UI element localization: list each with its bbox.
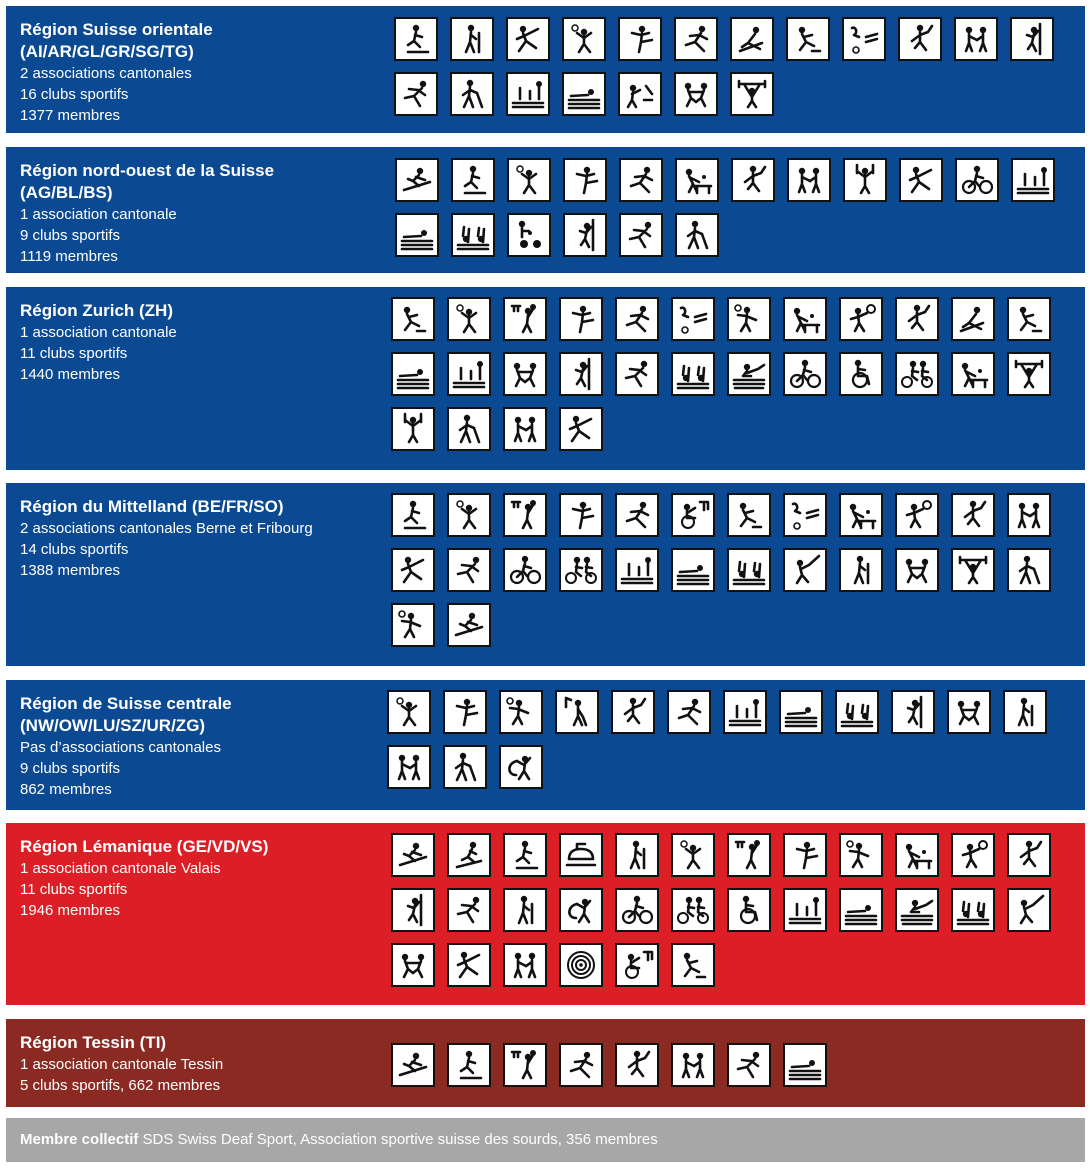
climbing-icon	[1010, 17, 1054, 61]
region-title: Région du Mittelland (BE/FR/SO)	[20, 497, 284, 516]
water-polo-icon	[615, 548, 659, 592]
handball-icon	[391, 603, 435, 647]
volleyball-icon	[507, 158, 551, 202]
bowling-icon	[1007, 297, 1051, 341]
sport-icon-grid	[391, 493, 1081, 647]
karate-icon	[559, 493, 603, 537]
rowing-icon	[727, 352, 771, 396]
climbing-icon	[563, 213, 607, 257]
chess-icon	[783, 493, 827, 537]
region-stat-line: 5 clubs sportifs, 662 membres	[20, 1077, 221, 1094]
chess-icon	[671, 297, 715, 341]
region-panel	[6, 147, 1085, 273]
weightlifting-icon	[730, 72, 774, 116]
swimming-icon	[779, 690, 823, 734]
dancing-icon	[954, 17, 998, 61]
water-polo-icon	[447, 352, 491, 396]
tandem-cycling-icon	[671, 888, 715, 932]
bowling-icon	[391, 297, 435, 341]
basketball-icon	[727, 833, 771, 877]
nordic-walking-icon	[450, 72, 494, 116]
water-polo-icon	[1011, 158, 1055, 202]
curling-icon	[559, 833, 603, 877]
region-title: Région Lémanique (GE/VD/VS)	[20, 837, 269, 856]
region-stat-line: 1 association cantonale Tessin	[20, 1056, 224, 1073]
cycling-icon	[783, 352, 827, 396]
handball-icon	[499, 690, 543, 734]
region-info	[20, 300, 380, 385]
region-stat-line: 1119 membres	[20, 248, 118, 265]
region-stat-line: 9 clubs sportifs	[20, 760, 121, 777]
tennis-icon	[839, 297, 883, 341]
nordic-walking-icon	[443, 745, 487, 789]
region-info	[20, 1032, 380, 1096]
swimming-icon	[783, 1043, 827, 1087]
cycling-icon	[503, 548, 547, 592]
table-tennis-icon	[951, 352, 995, 396]
karate-icon	[559, 297, 603, 341]
alpine-ski-icon	[391, 833, 435, 877]
dancing-icon	[503, 407, 547, 451]
ski-jumping-icon	[951, 297, 995, 341]
badminton-icon	[898, 17, 942, 61]
region-panel	[6, 483, 1085, 666]
basketball-icon	[503, 297, 547, 341]
hiking-icon	[615, 833, 659, 877]
nordic-walking-icon	[675, 213, 719, 257]
dancing-icon	[671, 1043, 715, 1087]
diving-icon	[451, 213, 495, 257]
diving-icon	[951, 888, 995, 932]
tandem-cycling-icon	[895, 352, 939, 396]
region-stat-line: 1 association cantonale	[20, 324, 177, 341]
collective-label: Membre collectif	[20, 1131, 139, 1148]
cross-country-ski-icon	[503, 833, 547, 877]
rowing-icon	[895, 888, 939, 932]
baseball-icon	[1007, 888, 1051, 932]
running-icon	[619, 158, 663, 202]
sport-icon-grid	[387, 690, 1077, 789]
cross-country-ski-icon	[451, 158, 495, 202]
tennis-icon	[951, 833, 995, 877]
alpine-ski-icon	[395, 158, 439, 202]
region-stat-line: 1388 membres	[20, 562, 121, 579]
wheelchair-basketball-icon	[615, 943, 659, 987]
table-tennis-icon	[839, 493, 883, 537]
handball-icon	[839, 833, 883, 877]
region-panel	[6, 680, 1085, 810]
dancing-icon	[1007, 493, 1051, 537]
collective-text: SDS Swiss Deaf Sport, Association sportive suisse des sourds, 356 membres	[138, 1131, 658, 1148]
region-panel	[6, 1019, 1085, 1107]
collective-member-bar	[6, 1118, 1085, 1162]
region-stat-line: 862 membres	[20, 781, 112, 798]
gymnastics-icon	[618, 72, 662, 116]
region-stat-line: 1 association cantonale	[20, 206, 177, 223]
climbing-icon	[891, 690, 935, 734]
badminton-icon	[895, 297, 939, 341]
region-panel	[6, 287, 1085, 470]
wrestling-icon	[391, 943, 435, 987]
hiking-icon	[503, 888, 547, 932]
fencing-icon	[899, 158, 943, 202]
golf-icon	[555, 690, 599, 734]
snowboard-icon	[447, 833, 491, 877]
rhythmic-gymnastics-icon	[499, 745, 543, 789]
sport-icon-grid	[394, 17, 1084, 116]
region-stat-line: 11 clubs sportifs	[20, 881, 128, 898]
handball-icon	[727, 297, 771, 341]
cycling-icon	[615, 888, 659, 932]
region-info	[20, 693, 380, 800]
region-info	[20, 836, 380, 921]
volleyball-icon	[671, 833, 715, 877]
climbing-icon	[391, 888, 435, 932]
volleyball-icon	[447, 493, 491, 537]
bowling-icon	[786, 17, 830, 61]
dancing-icon	[387, 745, 431, 789]
swimming-icon	[839, 888, 883, 932]
ski-jumping-icon	[730, 17, 774, 61]
badminton-icon	[1007, 833, 1051, 877]
region-info	[20, 19, 380, 126]
nordic-walking-icon	[1007, 548, 1051, 592]
region-stat-line: 1440 membres	[20, 366, 121, 383]
cross-country-ski-icon	[447, 1043, 491, 1087]
dancing-icon	[503, 943, 547, 987]
region-stat-line: 11 clubs sportifs	[20, 345, 128, 362]
boules-icon	[507, 213, 551, 257]
table-tennis-icon	[675, 158, 719, 202]
karate-icon	[618, 17, 662, 61]
rings-icon	[391, 407, 435, 451]
basketball-icon	[503, 493, 547, 537]
region-info	[20, 160, 380, 267]
region-stat-line: 2 associations cantonales	[20, 65, 192, 82]
region-stat-line: Pas d’associations cantonales	[20, 739, 221, 756]
sprint-icon	[447, 548, 491, 592]
nordic-walking-icon	[447, 407, 491, 451]
badminton-icon	[951, 493, 995, 537]
wheelchair-icon	[727, 888, 771, 932]
running-icon	[674, 17, 718, 61]
water-polo-icon	[723, 690, 767, 734]
rings-icon	[843, 158, 887, 202]
region-stat-line: 2 associations cantonales Berne et Fribourg	[20, 520, 313, 537]
weightlifting-icon	[1007, 352, 1051, 396]
bowling-icon	[671, 943, 715, 987]
table-tennis-icon	[895, 833, 939, 877]
swimming-icon	[391, 352, 435, 396]
bowling-icon	[727, 493, 771, 537]
sport-icon-grid	[395, 158, 1085, 257]
badminton-icon	[731, 158, 775, 202]
sport-icon-grid	[391, 1043, 1081, 1087]
diving-icon	[671, 352, 715, 396]
fencing-icon	[506, 17, 550, 61]
dancing-icon	[787, 158, 831, 202]
alpine-ski-icon	[447, 603, 491, 647]
weightlifting-icon	[951, 548, 995, 592]
baseball-icon	[783, 548, 827, 592]
karate-icon	[443, 690, 487, 734]
hiking-icon	[450, 17, 494, 61]
region-title: Région Suisse orientale (AI/AR/GL/GR/SG/TG)	[20, 20, 213, 61]
sprint-icon	[394, 72, 438, 116]
badminton-icon	[615, 1043, 659, 1087]
volleyball-icon	[447, 297, 491, 341]
region-panel	[6, 823, 1085, 1005]
wrestling-icon	[895, 548, 939, 592]
sport-icon-grid	[391, 833, 1081, 987]
tennis-icon	[895, 493, 939, 537]
fencing-icon	[559, 407, 603, 451]
wrestling-icon	[947, 690, 991, 734]
volleyball-icon	[387, 690, 431, 734]
fencing-icon	[447, 943, 491, 987]
swimming-icon	[671, 548, 715, 592]
wheelchair-basketball-icon	[671, 493, 715, 537]
cross-country-ski-icon	[394, 17, 438, 61]
rhythmic-gymnastics-icon	[559, 888, 603, 932]
sprint-icon	[447, 888, 491, 932]
karate-icon	[563, 158, 607, 202]
region-stat-line: 16 clubs sportifs	[20, 86, 129, 103]
cross-country-ski-icon	[391, 493, 435, 537]
region-stat-line: 1377 membres	[20, 107, 121, 124]
region-title: Région Zurich (ZH)	[20, 301, 173, 320]
karate-icon	[783, 833, 827, 877]
region-panel	[6, 6, 1085, 133]
running-icon	[559, 1043, 603, 1087]
archery-icon	[559, 943, 603, 987]
running-icon	[615, 493, 659, 537]
region-stat-line: 9 clubs sportifs	[20, 227, 121, 244]
region-info	[20, 496, 380, 581]
sprint-icon	[727, 1043, 771, 1087]
diving-icon	[835, 690, 879, 734]
wrestling-icon	[674, 72, 718, 116]
running-icon	[615, 297, 659, 341]
badminton-icon	[611, 690, 655, 734]
region-stat-line: 14 clubs sportifs	[20, 541, 129, 558]
alpine-ski-icon	[391, 1043, 435, 1087]
swimming-icon	[562, 72, 606, 116]
sport-icon-grid	[391, 297, 1081, 451]
diving-icon	[727, 548, 771, 592]
region-stat-line: 1946 membres	[20, 902, 121, 919]
sprint-icon	[615, 352, 659, 396]
hiking-icon	[1003, 690, 1047, 734]
region-stat-line: 1 association cantonale Valais	[20, 860, 221, 877]
sprint-icon	[619, 213, 663, 257]
region-title: Région nord-ouest de la Suisse (AG/BL/BS)	[20, 161, 275, 202]
wrestling-icon	[503, 352, 547, 396]
hiking-icon	[839, 548, 883, 592]
water-polo-icon	[783, 888, 827, 932]
running-icon	[667, 690, 711, 734]
volleyball-icon	[562, 17, 606, 61]
table-tennis-icon	[783, 297, 827, 341]
water-polo-icon	[506, 72, 550, 116]
cycling-icon	[955, 158, 999, 202]
tandem-cycling-icon	[559, 548, 603, 592]
basketball-icon	[503, 1043, 547, 1087]
chess-icon	[842, 17, 886, 61]
swimming-icon	[395, 213, 439, 257]
region-title: Région Tessin (TI)	[20, 1033, 167, 1052]
climbing-icon	[559, 352, 603, 396]
wheelchair-icon	[839, 352, 883, 396]
fencing-icon	[391, 548, 435, 592]
region-title: Région de Suisse centrale (NW/OW/LU/SZ/UR/ZG)	[20, 694, 232, 735]
